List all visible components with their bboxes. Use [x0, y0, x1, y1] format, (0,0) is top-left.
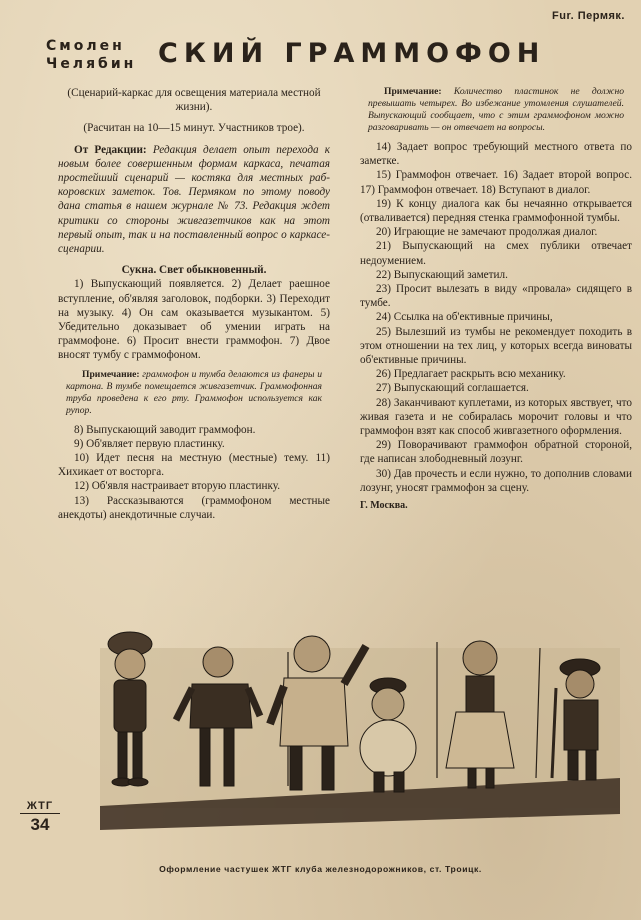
subtitle-duration: (Расчитан на 10—15 минут. Участников трое).: [83, 122, 305, 135]
title-line-2: Челябин: [46, 56, 137, 72]
editorial-text: Редакция делает опыт перехода к новым более совершенным формам каркаса, печатая простейший сценарий — костяка для местных раб-коровских заметок. Тов. Пермяком по этому поводу дана статья в нашем журнале № 73. Редакция ждет критики со стороны живгазетчиков как на этот первый опыт, так и на поставленный вопрос о каркасе-сценарии.: [58, 143, 330, 256]
stage-item: 12) Об'явля настраивает вторую пластинку.: [74, 480, 280, 493]
title-line-1: Смолен: [46, 38, 125, 54]
puppet-figures-illustration: [100, 628, 620, 853]
stage-item: 23) Просит вылезать в виду «провала» сидящего в тумбе.: [360, 283, 632, 310]
stage-item: 28) Заканчивают куплетами, из которых явствует, что живая газета и не собиралась морочит головы и что граммофон взят как способ живгазетного оформления.: [360, 396, 632, 438]
stage-item: 9) Об'являет первую пластинку.: [74, 437, 225, 450]
stage-item: 22) Выпускающий заметил.: [376, 268, 508, 281]
stage-item: 19) К концу диалога как бы нечаянно открывается (отваливается) передняя стенка граммофонной тумбы.: [360, 197, 632, 225]
editorial-label: От Редакции:: [74, 143, 147, 156]
note-label: Примечание:: [384, 86, 442, 97]
stage-item: 26) Предлагает раскрыть всю механику.: [376, 368, 566, 381]
stage-item: 15) Граммофон отвечает. 16) Задает второй вопрос. 17) Граммофон отвечает. 18) Вступают в диалог.: [360, 169, 632, 196]
page-number: 34: [30, 815, 50, 834]
right-column: [360, 86, 632, 513]
stage-item: 14) Задает вопрос требующий местного ответа по заметке.: [360, 141, 632, 168]
stage-item: 20) Играющие не замечают продолжая диалог.: [376, 226, 598, 239]
stage-directions-1: 1) Выпускающий появляется. 2) Делает раешное вступление, об'являя заголовок, подборки. 3) Переходит на музыку. 4) Он сам оказывается музыкантом. 5) Убедительно доказывает об умении играть на граммофоне. 6) Просит внести граммофон. 7) Двое вносят тумбу с граммофоном.: [58, 278, 330, 362]
note-records: [360, 86, 632, 134]
magazine-label: ЖТГ: [20, 800, 60, 814]
signature: Г. Москва.: [360, 500, 408, 512]
note-gramophone: [58, 369, 330, 417]
stage-item: 30) Дав прочесть и если нужно, то дополнив словами лозунг, уносят граммофон за сцену.: [360, 467, 632, 494]
note-label: Примечание:: [82, 368, 140, 380]
region-label: Fur. Пермяк.: [552, 10, 625, 22]
subtitle-scenario: (Сценарий-каркас для освещения материала местной жизни).: [67, 87, 321, 114]
stage-item: 27) Выпускающий соглашается.: [376, 382, 529, 395]
note-text: граммофон и тумба делаются из фанеры и картона. В тумбе помещается живгазетчик. Граммофонная труба проведена к его рту. Граммофон используется как рупор.: [66, 368, 322, 416]
scene-heading: Сукна. Свет обыкновенный.: [121, 264, 267, 277]
stage-item: 13) Рассказываются (граммофоном местные анекдоты) анекдотичные случаи.: [58, 494, 330, 521]
stage-item: 29) Поворачивают граммофон обратной стороной, где написан злободневный лозунг.: [360, 439, 632, 466]
illustration-caption: Оформление частушек ЖТГ клуба железнодорожников, ст. Троицк.: [159, 864, 482, 874]
article-title: [46, 34, 606, 82]
note-text: Количество пластинок не должно превышать четырех. Во избежание утомления слушателей. Выпускающий сообщает, что с этим граммофоном можно разговаривать — он отвечает на вопросы.: [368, 86, 624, 133]
page-footer: [20, 800, 60, 835]
stage-item: 10) Идет песня на местную (местные) тему. 11) Хихикает от восторга.: [58, 452, 330, 479]
stage-item: 24) Ссылка на об'ективные причины,: [376, 311, 553, 324]
editorial-note: [58, 143, 330, 257]
left-column: [58, 86, 330, 522]
stage-item: 21) Выпускающий на смех публики отвечает недоумением.: [360, 240, 632, 267]
stage-item: 8) Выпускающий заводит граммофон.: [74, 423, 256, 436]
title-main: СКИЙ ГРАММОФОН: [158, 38, 546, 69]
stage-item: 25) Вылезший из тумбы не рекомендует походить в этом отношении на тех лиц, у которых всегда виноваты об'ективные причины.: [360, 325, 632, 367]
